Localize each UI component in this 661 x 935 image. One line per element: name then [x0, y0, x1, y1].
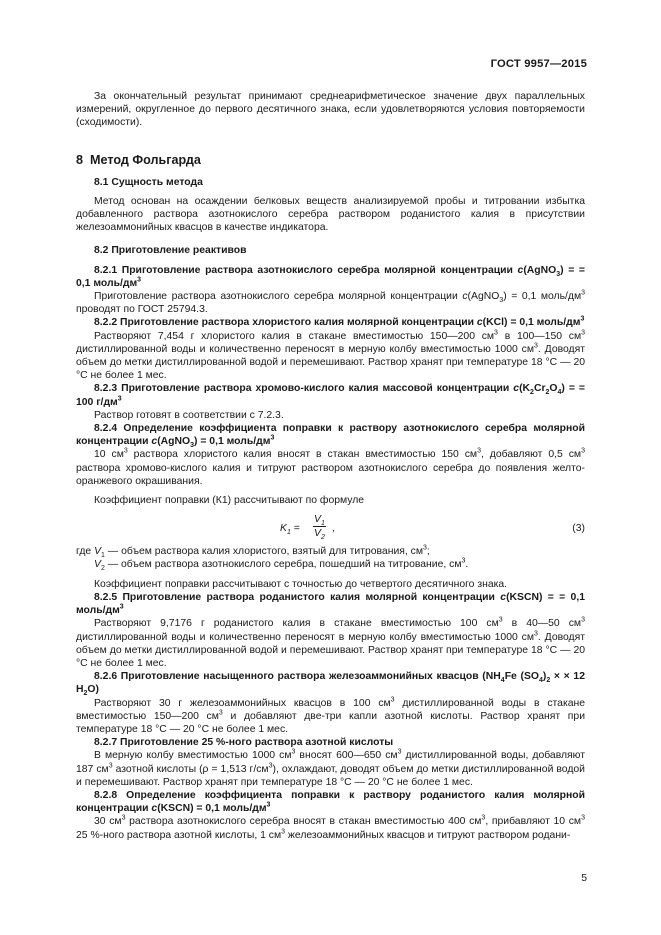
subscript: 1 [101, 552, 105, 560]
body-text: дистиллированной воды в стакане вместимостью 150—200 см [76, 697, 586, 722]
body-text: раствора хлористого калия вносят в стакан вместимостью 150 см [127, 449, 478, 461]
clause-8-2-5-heading [76, 591, 585, 617]
coefficient-precision: Коэффициент поправки рассчитывают с точностью до четвертого десятичного знака. [94, 578, 508, 590]
heading-text: 8.2.2 Приготовление раствора хлористого калия молярной концентрации [94, 317, 477, 329]
superscript: 3 [270, 434, 275, 442]
superscript: 3 [533, 342, 538, 350]
clause-8-2-8-heading [76, 789, 585, 815]
formula-symbol: V [314, 514, 321, 526]
body-text: раствора азотнокислого серебра вносят в стакан вместимостью 400 см [125, 816, 482, 828]
clause-8-2-1-heading [76, 264, 585, 290]
superscript: 3 [461, 558, 466, 566]
where-v1 [76, 545, 585, 558]
superscript: 3 [581, 329, 585, 337]
superscript: 3 [533, 630, 538, 638]
subsection-8-1-text: Метод основан на осаждении белковых веществ анализируемой пробы и титровании избытка добавленного раствора азотнокислого серебра раствором роданистого калия в присутствии железоаммонийных квасцов в качестве индикатора. [76, 195, 585, 234]
subscript: 2 [100, 565, 105, 573]
clause-8-2-3-text: Раствор готовят в соответствии с 7.2.3. [94, 409, 284, 421]
heading-text: 8.2.8 Определение коэффициента поправки к раствору роданистого калия молярной концентрации [76, 789, 585, 815]
concentration-symbol: c [476, 317, 483, 329]
concentration-symbol: c [517, 264, 524, 276]
coefficient-formula-intro: Коэффициент поправки (К1) рассчитывают по формуле [94, 495, 365, 507]
body-text: в 100—150 см [497, 330, 582, 342]
formula-symbol: V [94, 559, 101, 571]
body-text: В мерную колбу вместимостью 1000 см [94, 750, 292, 762]
body-text: ), охлаждают, доводят объем до метки дистиллированной водой и перемешивают. Раствор хранят при температуре 18 °С — 20 °С не более 1 мес. [76, 763, 585, 788]
superscript: 3 [498, 616, 503, 624]
formula-text: Fe (SO [504, 671, 539, 683]
formula-text: (K [519, 383, 531, 395]
formula-symbol: V [314, 528, 321, 540]
concentration-symbol: c [513, 383, 520, 395]
formula-3 [76, 513, 585, 543]
concentration-symbol: c [462, 291, 468, 303]
subsection-8-1-title: 8.1 Сущность метода [94, 176, 203, 188]
superscript: 3 [268, 762, 273, 770]
body-text: Приготовление раствора азотнокислого серебра молярной концентрации [94, 291, 463, 303]
clause-8-2-6-text [76, 697, 585, 737]
superscript: 3 [123, 448, 128, 455]
formula-text: (AgNO [157, 436, 191, 448]
clause-8-2-8-text [76, 815, 585, 841]
body-text: 30 см [94, 816, 122, 828]
heading-text: 8.2.4 Определение коэффициента поправки к раствору азотнокислого серебра молярной концентрации [76, 423, 585, 448]
where-v2 [76, 558, 585, 571]
subscript: 2 [530, 389, 534, 397]
punctuation: . [465, 559, 469, 571]
formula-text: (KSCN) = = 0,1 моль/дм [76, 591, 586, 617]
subscript: 2 [545, 389, 550, 397]
body-text: 10 см [94, 449, 124, 461]
superscript: 3 [580, 315, 585, 323]
subscript: 3 [499, 297, 504, 305]
heading-text: 8.2.6 Приготовление насыщенного раствора железоаммонийных квасцов (NH [94, 671, 501, 683]
equals-sign: = [290, 523, 303, 535]
clause-8-2-2-heading [76, 316, 585, 329]
concentration-symbol: c [500, 591, 507, 603]
subscript: 1 [286, 529, 291, 537]
body-text: азотной кислоты (ρ = 1,513 г/см [112, 763, 269, 775]
body-text: вносят 600—650 см [295, 750, 398, 762]
subscript: 1 [320, 520, 325, 528]
clause-8-2-7-heading: 8.2.7 Приготовление 25 %-ного раствора азотной кислоты [94, 737, 394, 749]
body-text: Растворяют 30 г железоаммонийных квасцов в 100 см [94, 697, 391, 709]
superscript: 3 [218, 709, 223, 717]
clause-8-2-3-heading [76, 382, 585, 408]
formula-fraction [313, 514, 326, 540]
superscript: 3 [117, 395, 122, 403]
body-text: и добавляют две-три капли азотной кислоты. Раствор хранят при температуре 18 °С — 20 °С не более 1 мес. [76, 710, 586, 735]
formula-text: ) = 0,1 моль/дм [194, 436, 271, 448]
concentration-symbol: c [151, 803, 158, 815]
subscript: 3 [556, 270, 561, 278]
formula-symbol: K [280, 523, 287, 535]
fraction-numerator [313, 514, 326, 527]
superscript: 3 [390, 696, 395, 704]
formula-text: ) = 0,1 моль/дм [503, 291, 582, 303]
fraction-denominator [313, 527, 326, 540]
body-text: дистиллированной воды, добавляют 187 см [76, 750, 586, 775]
subsection-8-2-title: 8.2 Приготовление реактивов [94, 245, 247, 257]
superscript: 3 [137, 276, 142, 284]
formula-text: (KSCN) = 0,1 моль/дм [157, 803, 267, 815]
superscript: 3 [397, 748, 402, 756]
body-text: дистиллированной воды и количественно переносят в мерную колбу вместимостью 1000 см [76, 631, 534, 643]
clause-8-2-4-text [76, 448, 585, 488]
body-text: в 40—50 см [502, 618, 582, 630]
concentration-symbol: c [151, 436, 158, 448]
body-text: проводят по ГОСТ 25794.3. [76, 304, 208, 316]
formula-number: (3) [572, 523, 585, 535]
heading-text: 8.2.3 Приготовление раствора хромово-кислого калия массовой концентрации [94, 383, 514, 395]
formula-text: (AgNO [523, 264, 557, 276]
body-text: Растворяют 7,454 г хлористого калия в стакане вместимостью 150—200 см [94, 330, 495, 342]
body-text: раствора хромово-кислого калия и титруют раствором азотнокислого серебра до появления желто-оранжевого окрашивания. [76, 462, 585, 487]
formula-text: O [549, 383, 558, 395]
formula-text: O) [87, 684, 99, 696]
section-number: 8 [76, 152, 84, 167]
clause-8-2-7-text [76, 749, 585, 789]
subscript: 2 [320, 534, 325, 542]
formula-text: × × 12 H [76, 671, 585, 696]
formula-text: Cr [533, 383, 546, 395]
clause-8-2-4-heading [76, 422, 585, 448]
subscript: 4 [500, 677, 505, 685]
subscript: 3 [190, 442, 194, 450]
superscript: 3 [581, 289, 585, 297]
subscript: 4 [538, 677, 543, 685]
body-text: , добавляют 0,5 см [480, 449, 582, 461]
body-text: 25 %-ного раствора азотной кислоты, 1 см [76, 829, 282, 841]
section-title: Метод Фольгарда [90, 152, 201, 167]
superscript: 3 [581, 448, 585, 455]
page-number: 5 [581, 873, 587, 884]
formula-comma: , [332, 523, 335, 535]
body-text: . Доводят объем до метки дистиллированной водой и перемешивают. Раствор хранят при температуре 18 °С — 20 °С не более 1 мес. [76, 343, 585, 382]
clause-8-2-6-heading [76, 670, 585, 696]
body-text: железоаммонийных квасцов и титруют раствором родани- [285, 829, 571, 841]
subscript: 2 [546, 677, 551, 685]
body-text: дистиллированной воды и количественно переносят в мерную колбу вместимостью 1000 см [76, 343, 534, 355]
superscript: 3 [121, 814, 126, 822]
superscript: 3 [581, 616, 585, 624]
superscript: 3 [494, 329, 498, 337]
page-content [76, 90, 585, 842]
superscript: 3 [477, 448, 481, 455]
body-text: . Доводят объем до метки дистиллированной водой и перемешивают. Раствор хранят при температуре 18 °С — 20 °С не более 1 мес. [76, 631, 585, 669]
formula-lhs [280, 522, 303, 535]
superscript: 3 [281, 828, 286, 836]
clause-8-2-5-text [76, 617, 585, 670]
superscript: 3 [481, 814, 486, 822]
body-text: — объем раствора азотнокислого серебра, пошедший на титрование, см [104, 559, 462, 571]
formula-text: (KCl) = 0,1 моль/дм [482, 317, 581, 329]
body-text: — объем раствора калия хлористого, взятый для титрования, см [104, 546, 423, 558]
body-text: Растворяют 9,7176 г роданистого калия в стакане вместимостью 100 см [94, 618, 499, 630]
section-heading [76, 152, 585, 168]
subscript: 2 [83, 690, 88, 698]
formula-text: ) = = 100 г/дм [76, 383, 585, 408]
clause-8-2-2-text [76, 330, 585, 383]
where-word: где [76, 546, 95, 558]
formula-symbol: V [94, 546, 101, 558]
heading-text: 8.2.5 Приготовление раствора роданистого калия молярной концентрации [94, 591, 501, 603]
formula-text: (AgNO [467, 291, 500, 303]
standard-header: ГОСТ 9957—2015 [490, 58, 587, 70]
superscript: 3 [119, 603, 124, 611]
superscript: 3 [108, 762, 113, 770]
formula-text: ) = = 0,1 моль/дм [76, 264, 585, 289]
punctuation: ; [426, 546, 430, 558]
formula-text: ) [542, 671, 547, 683]
superscript: 3 [581, 814, 585, 822]
superscript: 3 [423, 544, 427, 552]
body-text: , прибавляют 10 см [485, 816, 582, 828]
heading-text: 8.2.1 Приготовление раствора азотнокислого серебра молярной концентрации [94, 264, 518, 276]
superscript: 3 [291, 748, 296, 756]
intro-paragraph: За окончательный результат принимают среднеарифметическое значение двух параллельных измерений, округленное до первого десятичного знака, если удовлетворяются условия повторяемости (сходимости). [76, 91, 585, 129]
clause-8-2-1-text [76, 290, 585, 316]
subscript: 4 [557, 389, 562, 397]
superscript: 3 [266, 801, 271, 809]
